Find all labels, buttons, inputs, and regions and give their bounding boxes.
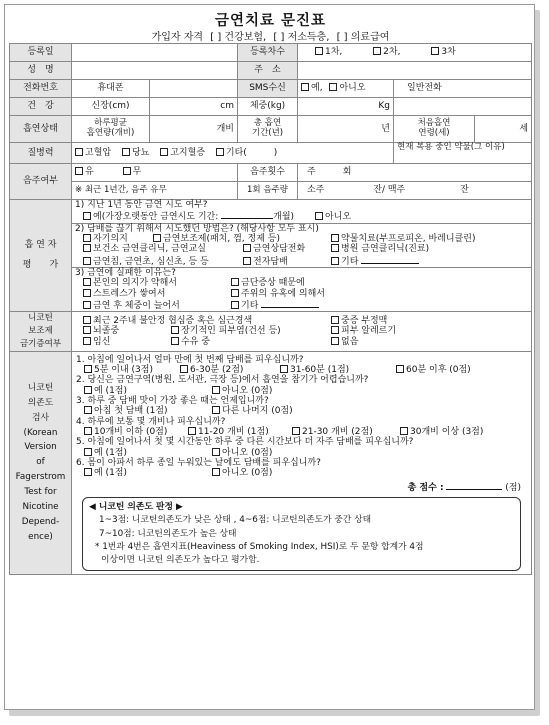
q3-stress-checkbox[interactable] — [83, 289, 91, 297]
aid-lactation-checkbox[interactable] — [171, 337, 179, 345]
q3-withdrawal-checkbox[interactable] — [231, 278, 239, 286]
ftnd-q4-30plus-checkbox[interactable] — [400, 427, 408, 435]
q2-option: 금연침, 금연초, 심신초, 등 등 — [93, 256, 209, 267]
table-row — [10, 268, 532, 312]
aid-pregnancy-checkbox[interactable] — [83, 337, 91, 345]
eval-q1-yes-checkbox[interactable] — [83, 212, 91, 220]
smoking-eval-label: 흡 연 자 평 가 — [10, 200, 72, 312]
q2-self-will-checkbox[interactable] — [83, 234, 91, 242]
dependence-guide-box — [82, 497, 521, 571]
q2-acupuncture-checkbox[interactable] — [83, 257, 91, 265]
table-row — [10, 351, 532, 574]
q3-weak-will-checkbox[interactable] — [83, 278, 91, 286]
questionnaire-table — [9, 43, 532, 575]
ftnd-q1-60plus-checkbox[interactable] — [396, 365, 404, 373]
ftnd-q1-6-30-checkbox[interactable] — [180, 365, 188, 373]
mobile-label: 휴대폰 — [72, 80, 150, 98]
hyperlipidemia-checkbox[interactable] — [160, 148, 168, 156]
disease-options — [72, 143, 394, 164]
form-title: 금연치료 문진표 — [214, 13, 327, 29]
daily-avg-label: 하루평균 흡연량(개비) — [72, 116, 150, 143]
drinking-options — [72, 164, 238, 182]
visit1-label: 1차, — [325, 47, 343, 58]
ftnd-total-line — [76, 481, 527, 493]
weight-unit: Kg — [378, 101, 390, 112]
drink-freq-field[interactable] — [298, 164, 532, 182]
mobile-field[interactable] — [150, 80, 238, 98]
q2-option: 병원 금연클리닉(진료) — [341, 244, 430, 255]
reg-count-label: 등록차수 — [238, 44, 298, 62]
beer-label: 잔/ 맥주 — [373, 185, 406, 196]
nicotine-aid-cell — [72, 312, 532, 351]
drink-freq-value: 주 회 — [307, 167, 352, 178]
q3-temptation-checkbox[interactable] — [231, 289, 239, 297]
height-unit: cm — [220, 101, 234, 112]
eligibility-option-medical-aid[interactable]: [ ] 의료급여 — [336, 32, 390, 43]
eval-q1-yes-label: 예(가장오랫동안 금연시도 기간: — [93, 212, 219, 223]
disease-item-diabetes: 당뇨 — [131, 147, 150, 158]
guide-title: ◀ 니코틴 의존도 판정 ▶ — [89, 502, 183, 513]
ftnd-q4-11-20-checkbox[interactable] — [188, 427, 196, 435]
soju-label: 소주 — [307, 185, 325, 196]
drinking-note: ※ 최근 1년간, 음주 유무 — [72, 182, 238, 200]
aid-stroke-checkbox[interactable] — [83, 326, 91, 334]
aid-option: 피부 알레르기 — [341, 326, 397, 337]
current-meds-cell[interactable] — [394, 143, 532, 164]
table-row — [10, 80, 532, 98]
ftnd-q3-other-checkbox[interactable] — [212, 406, 220, 414]
aid-angina-checkbox[interactable] — [83, 316, 91, 324]
table-row — [10, 44, 532, 62]
sms-label: SMS수신 — [238, 80, 298, 98]
ftnd-option: 다른 나머지 (0점) — [222, 406, 293, 417]
q2-hotline-checkbox[interactable] — [243, 244, 251, 252]
health-blank — [394, 98, 532, 116]
ftnd-q3-text: 3. 하루 중 담배 맛이 가장 좋은 때는 언제입니까? — [76, 396, 269, 407]
disease-other-checkbox[interactable] — [216, 148, 224, 156]
q2-ecig-checkbox[interactable] — [243, 257, 251, 265]
q3-option: 본인의 의지가 약해서 — [93, 278, 177, 289]
ftnd-q1-text: 1. 아침에 일어나서 얼마 만에 첫 번째 담배를 피우십니까? — [76, 354, 304, 365]
home-phone-label: 일반전화 — [407, 83, 442, 94]
ftnd-option: 아니오 (0점) — [222, 447, 273, 458]
ftnd-option: 예 (1점) — [94, 385, 127, 396]
ftnd-option: 아니오 (0점) — [222, 468, 273, 479]
ftnd-q5-no-checkbox[interactable] — [212, 448, 220, 456]
visit1-checkbox[interactable] — [315, 47, 323, 55]
height-label: 신장(cm) — [72, 98, 150, 116]
sms-no-checkbox[interactable] — [329, 83, 337, 91]
ftnd-q1-31-60-checkbox[interactable] — [280, 365, 288, 373]
ftnd-total-field[interactable] — [446, 481, 502, 490]
eligibility-line — [5, 28, 536, 43]
drinking-no-checkbox[interactable] — [123, 167, 131, 175]
ftnd-option: 예 (1점) — [94, 468, 127, 479]
ftnd-option: 6-30분 (2점) — [190, 365, 244, 376]
health-label: 건 강 — [10, 98, 72, 116]
aid-option: 수유 중 — [181, 336, 210, 347]
q2-aid-checkbox[interactable] — [153, 234, 161, 242]
guide-line-2: 7~10점: 니코틴의존도가 높은 상태 — [99, 528, 237, 539]
fagerstrom-label: 니코틴 의존도 검사 (Korean Version of Fagerstrom Test for Nicotine Depend- ence) — [10, 351, 72, 574]
ftnd-q1-5min-checkbox[interactable] — [84, 365, 92, 373]
address-field[interactable] — [298, 62, 532, 80]
drinking-label: 음주여부 — [10, 164, 72, 200]
table-row — [10, 200, 532, 224]
q2-option: 약물치료(부프로피온, 바레니클린) — [341, 234, 476, 245]
first-age-label: 처음흡연 연령(세) — [394, 116, 475, 142]
table-row — [10, 116, 532, 143]
ftnd-q6-yes-checkbox[interactable] — [84, 468, 92, 476]
smoke-status-label: 흡연상태 — [10, 116, 72, 143]
drink-amount-label: 1회 음주량 — [238, 182, 298, 200]
aid-allergy-checkbox[interactable] — [331, 326, 339, 334]
q2-other-checkbox[interactable] — [331, 257, 339, 265]
q3-option: 스트레스가 쌓여서 — [93, 288, 166, 299]
ftnd-q2-no-checkbox[interactable] — [212, 386, 220, 394]
aid-option: 중증 부정맥 — [341, 316, 388, 327]
sms-yes-checkbox[interactable] — [301, 83, 309, 91]
disease-label: 질병력 — [10, 143, 72, 164]
ftnd-q6-no-checkbox[interactable] — [212, 468, 220, 476]
name-field[interactable] — [72, 62, 238, 80]
q3-option: 금단증상 때문에 — [241, 278, 305, 289]
ftnd-option: 아니오 (0점) — [222, 385, 273, 396]
cig-unit: 개비 — [216, 123, 234, 134]
ftnd-q4-text: 4. 하루에 보통 몇 개비나 피우십니까? — [76, 416, 226, 427]
table-row — [10, 143, 532, 164]
table-row — [10, 223, 532, 267]
aid-arrhythmia-checkbox[interactable] — [331, 316, 339, 324]
drink-freq-label: 음주횟수 — [238, 164, 298, 182]
ftnd-q4-21-30-checkbox[interactable] — [292, 427, 300, 435]
ftnd-q5-yes-checkbox[interactable] — [84, 448, 92, 456]
q2-option: 기타 — [341, 256, 359, 267]
ftnd-option: 21-30 개비 (2점) — [302, 427, 373, 438]
guide-line-1: 1~3점: 니코틴의존도가 낮은 상태 , 4~6점: 니코틴의존도가 중간 상태 — [99, 515, 372, 526]
q2-option: 금연상담전화 — [253, 244, 306, 255]
reg-date-field[interactable] — [72, 44, 238, 62]
address-label: 주 소 — [238, 62, 298, 80]
first-age-cell[interactable] — [394, 116, 532, 143]
q3-weight-checkbox[interactable] — [83, 301, 91, 309]
q3-other-field[interactable] — [261, 299, 319, 308]
eval-q1-no-checkbox[interactable] — [315, 212, 323, 220]
table-row — [10, 98, 532, 116]
eval-q1-months-label: 개월) — [273, 212, 295, 223]
glass-label: 잔 — [460, 185, 469, 196]
guide-line-4: 이상이면 니코틴 의존도가 높다고 평가함. — [101, 554, 260, 565]
ftnd-option: 아침 첫 담배 (1점) — [94, 406, 168, 417]
phone-label: 전화번호 — [10, 80, 72, 98]
q2-option: 자기의지 — [93, 234, 128, 245]
total-years-field[interactable] — [298, 116, 394, 143]
eval-q1-months-field[interactable] — [221, 210, 273, 219]
age-unit: 세 — [519, 123, 529, 134]
eval-q2-text: 2) 담배를 끊기 위해서 시도했던 방법은? (해당사항 모두 표시) — [75, 223, 319, 234]
daily-avg-field[interactable] — [150, 116, 238, 143]
table-row — [10, 312, 532, 351]
ftnd-total-unit: (점) — [505, 482, 522, 493]
table-row — [10, 182, 532, 200]
ftnd-option: 예 (1점) — [94, 447, 127, 458]
eligibility-option-low-income[interactable]: [ ] 저소득층, — [273, 32, 330, 43]
reg-count-options — [298, 44, 532, 62]
aid-dermatitis-checkbox[interactable] — [171, 326, 179, 334]
weight-field[interactable] — [298, 98, 394, 116]
hypertension-checkbox[interactable] — [75, 148, 83, 156]
eval-q3-text: 3) 금연에 실패한 이유는? — [75, 268, 176, 279]
ftnd-option: 5분 이내 (3점) — [94, 365, 153, 376]
drinking-yes-label: 유 — [85, 167, 94, 178]
drinking-yes-checkbox[interactable] — [75, 167, 83, 175]
ftnd-q2-yes-checkbox[interactable] — [84, 386, 92, 394]
q3-option: 금연 후 체중이 늘어서 — [93, 301, 180, 312]
drinking-no-label: 무 — [132, 167, 142, 178]
ftnd-q4-le10-checkbox[interactable] — [84, 427, 92, 435]
ftnd-option: 11-20 개비 (1점) — [198, 427, 269, 438]
visit2-checkbox[interactable] — [373, 47, 381, 55]
ftnd-option: 60분 이후 (0점) — [406, 365, 471, 376]
aid-option: 없음 — [341, 336, 359, 347]
nicotine-aid-label: 니코틴 보조제 금기증여부 — [10, 312, 72, 351]
home-phone-cell[interactable] — [394, 80, 532, 98]
table-row — [10, 164, 532, 182]
q2-medication-checkbox[interactable] — [331, 234, 339, 242]
ftnd-total-label: 총 점수 : — [407, 482, 444, 493]
aid-option: 최근 2주내 불안정 협심증 혹은 심근경색 — [93, 316, 253, 327]
fagerstrom-cell — [72, 351, 532, 574]
q2-option: 보건소 금연클리닉, 금연교실 — [93, 244, 206, 255]
aid-option: 뇌졸중 — [93, 326, 120, 337]
eval-q1-no-label: 아니오 — [324, 212, 352, 223]
visit3-label: 3차 — [441, 47, 456, 58]
ftnd-q6-text: 6. 몸이 아파서 하루 종일 누워있는 날에도 담배를 피우십니까? — [76, 458, 321, 469]
aid-option: 임신 — [93, 336, 111, 347]
height-field[interactable] — [150, 98, 238, 116]
disease-item-other: 기타( ) — [225, 147, 278, 158]
ftnd-option: 30개비 이상 (3점) — [410, 427, 484, 438]
ftnd-q3-first-checkbox[interactable] — [84, 406, 92, 414]
sms-no-label: 아니오 — [339, 83, 366, 94]
total-years-label: 총 흡연 기간(년) — [238, 116, 298, 143]
q2-clinic-checkbox[interactable] — [83, 244, 91, 252]
aid-option: 장기적인 피부염(건선 등) — [181, 326, 281, 337]
disease-item-hyperlipidemia: 고지혈증 — [170, 147, 206, 158]
table-row — [10, 62, 532, 80]
guide-line-3: * 1번과 4번은 흡연지표(Heaviness of Smoking Index, HSI)로 두 문항 합계가 4점 — [95, 541, 424, 552]
ftnd-option: 31-60분 (1점) — [290, 365, 350, 376]
year-unit: 년 — [381, 123, 390, 134]
disease-item-hypertension: 고혈압 — [85, 147, 112, 158]
form-sheet — [4, 4, 535, 710]
eval-q2-cell — [72, 223, 532, 267]
q2-hospital-checkbox[interactable] — [331, 244, 339, 252]
q2-option: 금연보조제(패치, 껌, 정제 등) — [163, 234, 280, 245]
reg-date-label: 등록일 — [10, 44, 72, 62]
weight-label: 체중(kg) — [238, 98, 298, 116]
diabetes-checkbox[interactable] — [122, 148, 130, 156]
q3-other-checkbox[interactable] — [231, 301, 239, 309]
q3-option: 주위의 유혹에 의해서 — [241, 288, 325, 299]
ftnd-q2-text: 2. 당신은 금연구역(병원, 도서관, 극장 등)에서 흡연을 참기가 어렵습니까? — [76, 375, 369, 386]
q2-other-field[interactable] — [361, 255, 419, 264]
q3-option: 기타 — [241, 301, 259, 312]
sms-options — [298, 80, 394, 98]
eligibility-label: 가입자 자격 — [151, 32, 204, 43]
q2-option: 전자담배 — [253, 256, 288, 267]
current-meds-label: 현재 복용 중인 약물(그 이유) — [397, 142, 505, 152]
aid-none-checkbox[interactable] — [331, 337, 339, 345]
eligibility-option-health-insurance[interactable]: [ ] 건강보험, — [210, 32, 267, 43]
visit3-checkbox[interactable] — [431, 47, 439, 55]
visit2-label: 2차, — [383, 47, 401, 58]
ftnd-q5-text: 5. 아침에 일어나서 첫 몇 시간동안 하루 중 다른 시간보다 더 자주 담배를 피우십니까? — [76, 437, 414, 448]
ftnd-option: 10개비 이하 (0점) — [94, 427, 168, 438]
name-label: 성 명 — [10, 62, 72, 80]
sms-yes-label: 예, — [311, 83, 323, 94]
eval-q3-cell — [72, 268, 532, 312]
eval-q1-text: 1) 지난 1년 동안 금연 시도 여부? — [75, 200, 208, 210]
eval-q1-cell — [72, 200, 532, 224]
drink-amount-field[interactable] — [298, 182, 532, 200]
